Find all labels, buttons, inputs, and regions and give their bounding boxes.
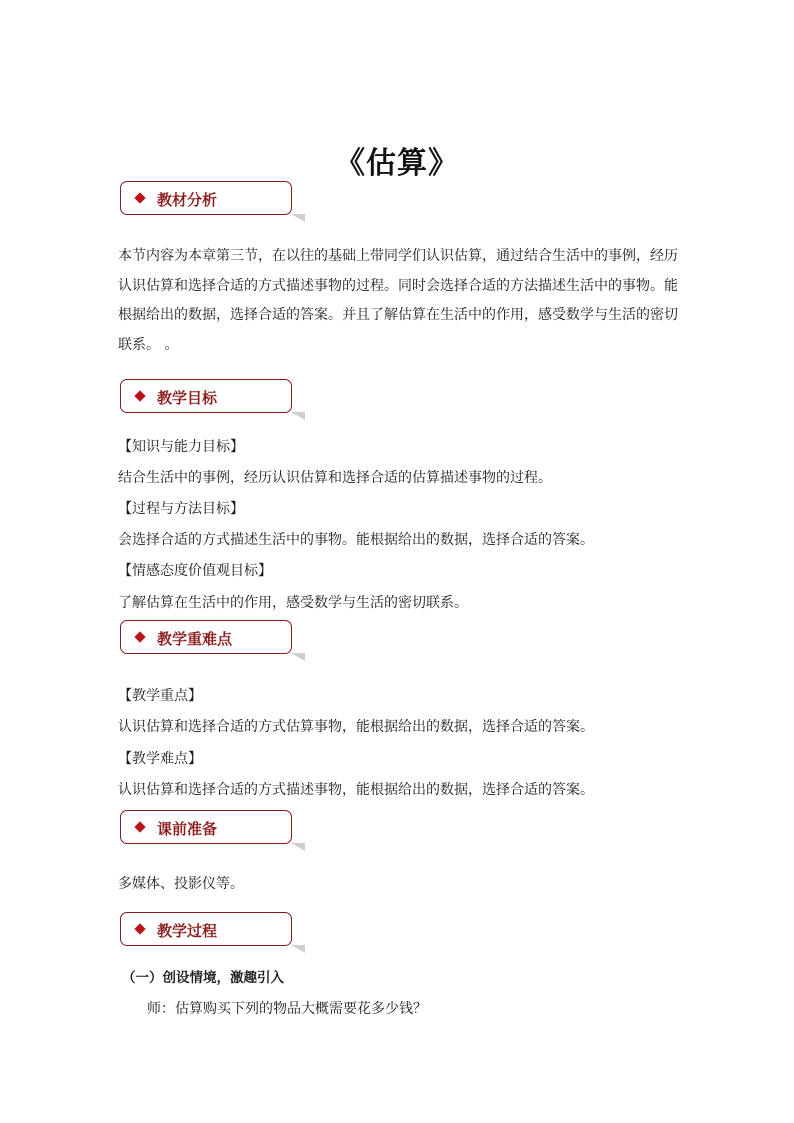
difficult-heading: 【教学难点】 xyxy=(118,751,202,767)
diamond-bullet-icon xyxy=(134,192,145,203)
process-method-heading: 【过程与方法目标】 xyxy=(118,501,244,517)
step1-text: 师：估算购买下列的物品大概需要花多少钱？ xyxy=(147,1001,427,1017)
key-text: 认识估算和选择合适的方式估算事物，能根据给出的数据，选择合适的答案。 xyxy=(118,719,594,735)
diamond-bullet-icon xyxy=(134,923,145,934)
knowledge-text: 结合生活中的事例，经历认识估算和选择合适的估算描述事物的过程。 xyxy=(118,470,552,486)
section-title: 教学目标 xyxy=(157,389,218,407)
diamond-bullet-icon xyxy=(134,390,145,401)
emotion-heading: 【情感态度价值观目标】 xyxy=(118,563,272,579)
section-header-process xyxy=(120,912,292,946)
section-title: 课前准备 xyxy=(157,820,218,838)
analysis-paragraph: 本节内容为本章第三节，在以往的基础上带同学们认识估算，通过结合生活中的事例，经历认识估算和选择合适的方式描述事物的过程。同时会选择合适的方法描述生活中的事物。能根据给出的数据，选择合适的答案。并且了解估算在生活中的作用，感受数学与生活的密切联系。 。 xyxy=(118,248,678,353)
process-method-text: 会选择合适的方式描述生活中的事物。能根据给出的数据，选择合适的答案。 xyxy=(118,532,594,548)
key-heading: 【教学重点】 xyxy=(118,688,202,704)
section-header-key-points xyxy=(120,620,292,654)
section-title: 教材分析 xyxy=(157,191,218,209)
section-header-preparation xyxy=(120,810,292,844)
difficult-text: 认识估算和选择合适的方式描述事物，能根据给出的数据，选择合适的答案。 xyxy=(118,782,594,798)
section-title: 教学重难点 xyxy=(157,630,233,648)
diamond-bullet-icon xyxy=(134,631,145,642)
section-title: 教学过程 xyxy=(157,922,218,940)
section-header-analysis xyxy=(120,181,292,215)
diamond-bullet-icon xyxy=(134,821,145,832)
section-header-objectives xyxy=(120,379,292,413)
page-title: 《估算》 xyxy=(335,146,459,181)
preparation-text: 多媒体、投影仪等。 xyxy=(118,876,244,892)
knowledge-heading: 【知识与能力目标】 xyxy=(118,439,244,455)
step1-heading: （一）创设情境，激趣引入 xyxy=(122,970,284,986)
emotion-text: 了解估算在生活中的作用，感受数学与生活的密切联系。 xyxy=(118,595,468,611)
